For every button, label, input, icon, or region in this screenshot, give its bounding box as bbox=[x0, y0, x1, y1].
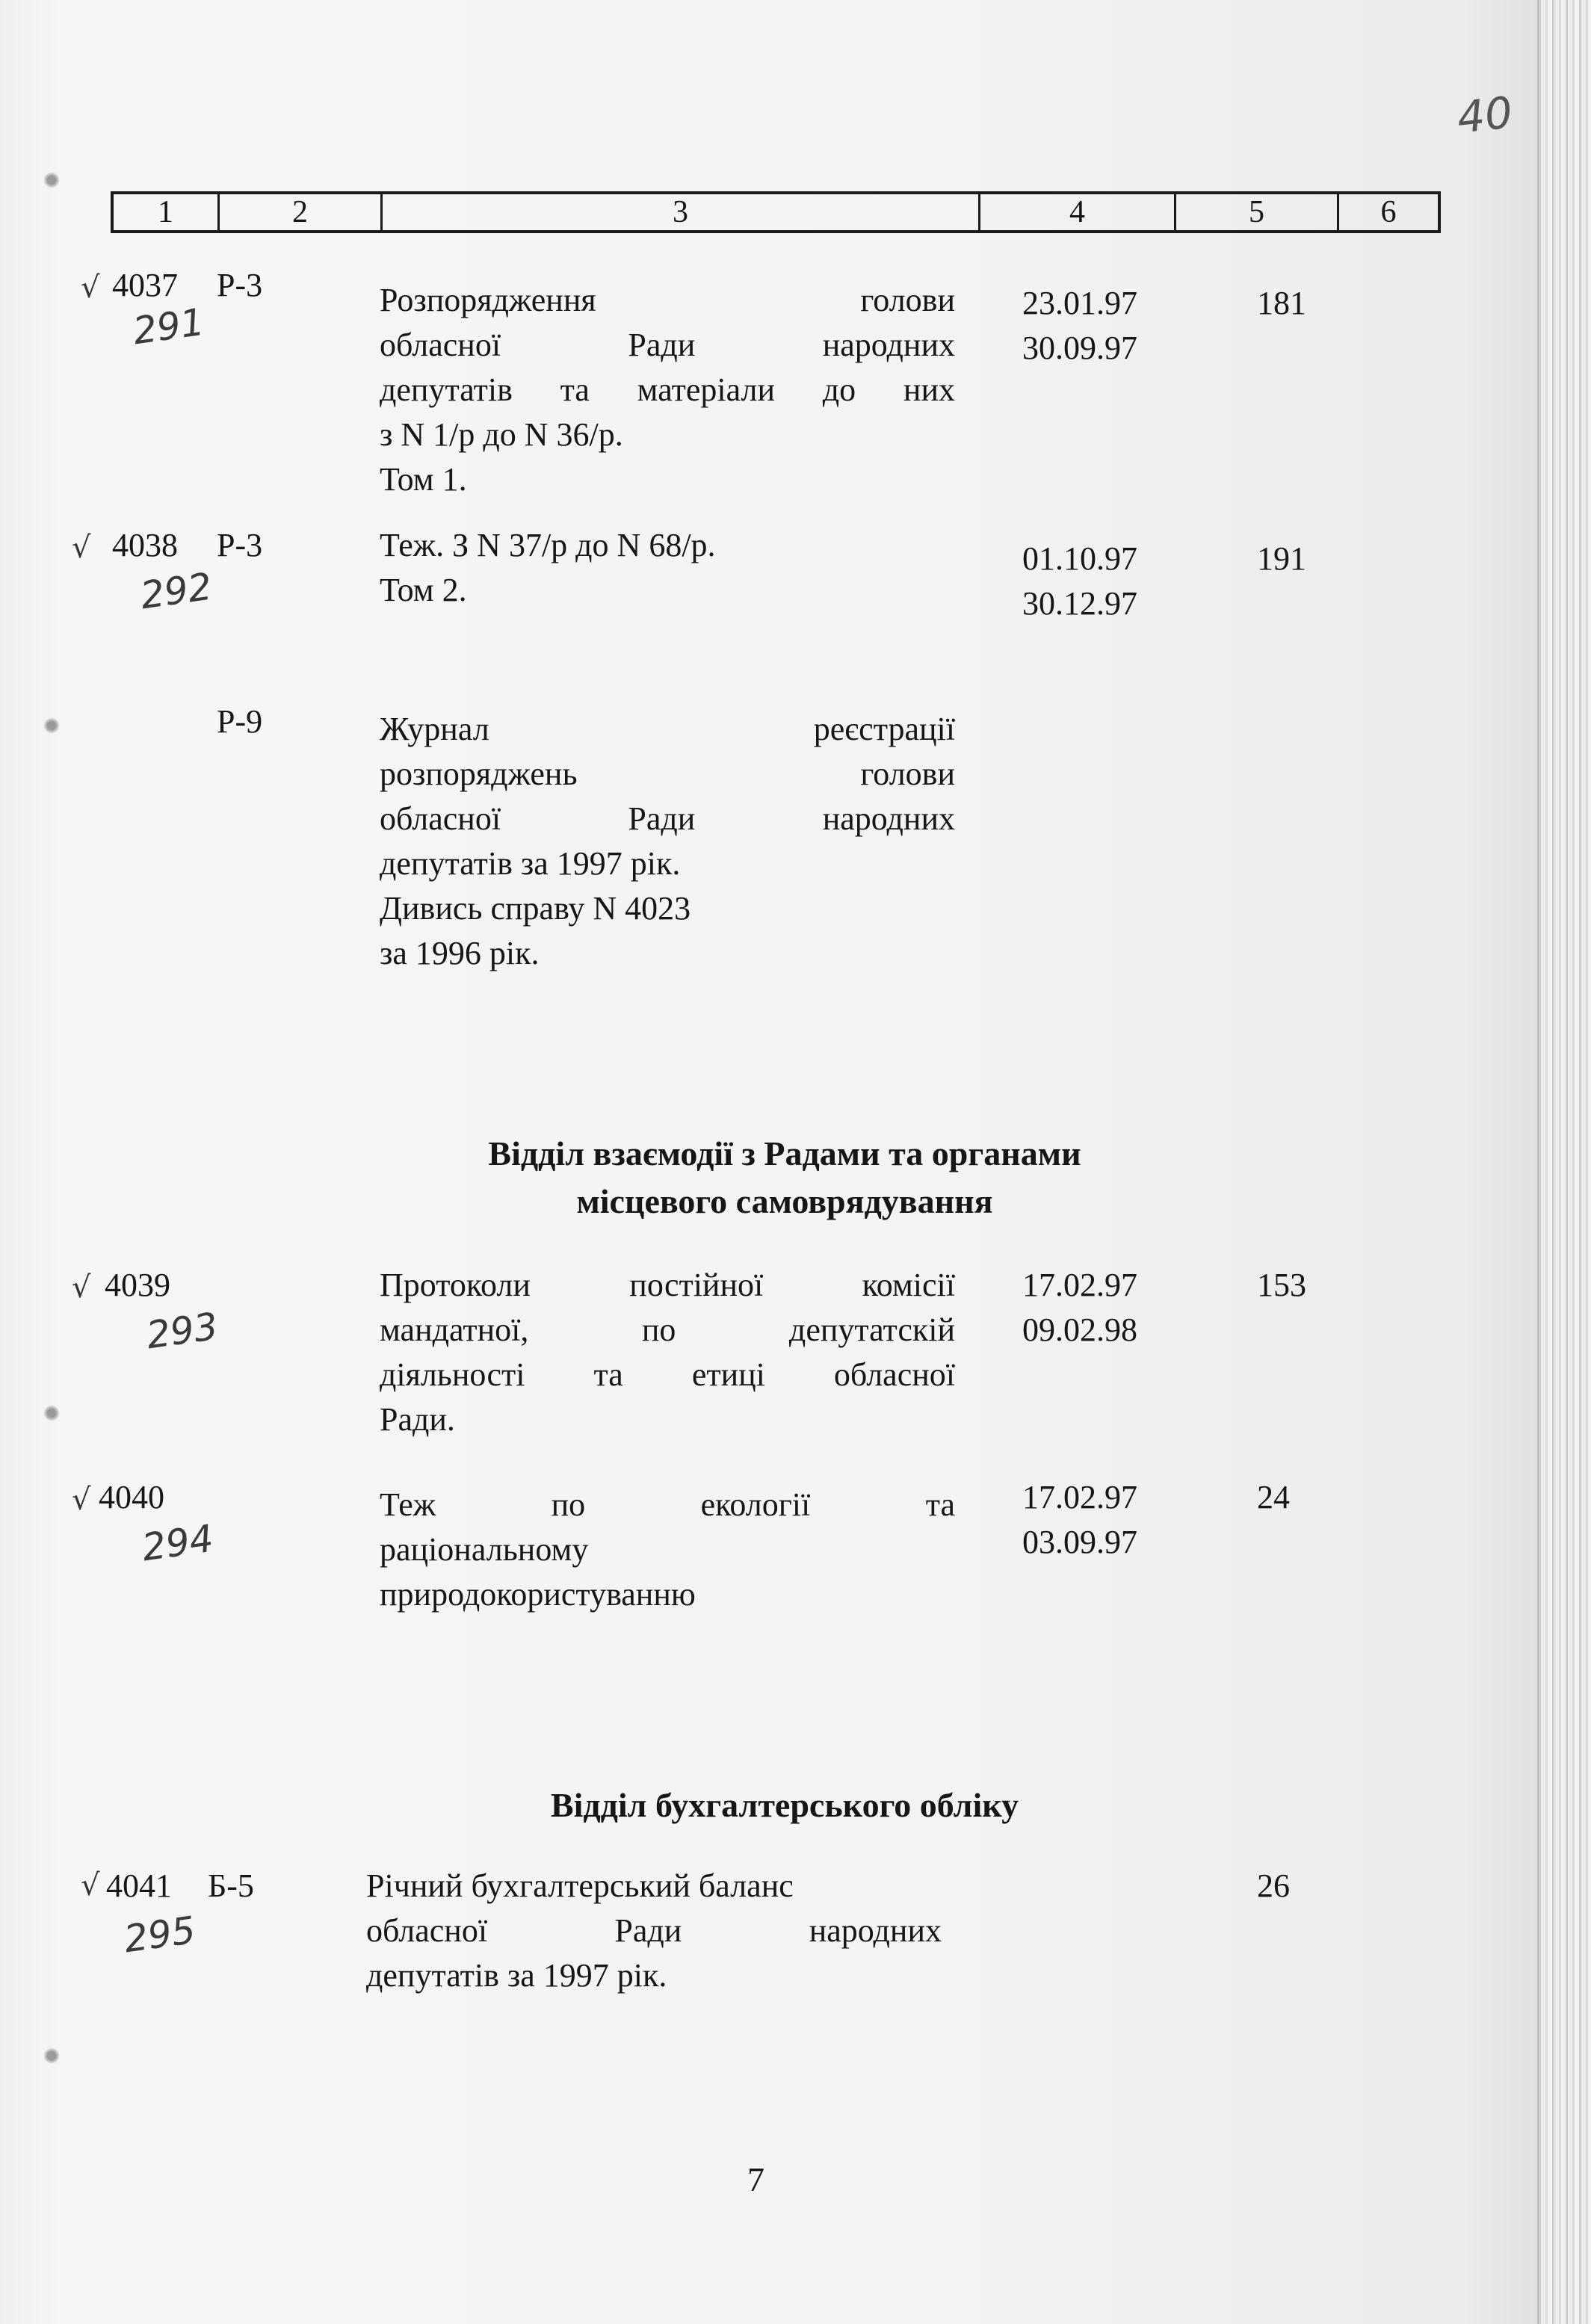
punch-hole bbox=[43, 1405, 60, 1421]
header-col-3: 3 bbox=[383, 194, 980, 230]
description-line: розпоряджень голови bbox=[380, 755, 955, 792]
case-number: 4038 bbox=[112, 527, 178, 563]
description-line: мандатної, по депутатскій bbox=[380, 1311, 955, 1348]
description-line: Теж по екології та bbox=[380, 1486, 955, 1523]
date-start: 17.02.97 bbox=[1022, 1479, 1137, 1515]
description-line: обласної Ради народних bbox=[380, 327, 955, 363]
description-line: депутатів за 1997 рік. bbox=[366, 1957, 667, 1994]
case-description bbox=[380, 523, 955, 613]
date-end: 03.09.97 bbox=[1022, 1524, 1137, 1560]
case-description bbox=[366, 1864, 942, 1998]
description-line: Том 2. bbox=[380, 572, 467, 608]
column-header-row bbox=[111, 191, 1441, 233]
check-mark-icon: √ bbox=[72, 1270, 91, 1305]
handwritten-number: 291 bbox=[130, 300, 208, 353]
date-start: 17.02.97 bbox=[1022, 1267, 1137, 1303]
header-col-5: 5 bbox=[1176, 194, 1339, 230]
header-col-6: 6 bbox=[1380, 195, 1397, 229]
section-heading-line: місцевого самоврядування bbox=[576, 1182, 993, 1220]
case-description bbox=[380, 707, 955, 976]
check-mark-icon: √ bbox=[72, 531, 91, 565]
section-heading-line: Відділ взаємодії з Радами та органами bbox=[488, 1134, 1081, 1172]
sheet-count: 24 bbox=[1257, 1479, 1290, 1515]
description-line: Дивись справу N 4023 bbox=[380, 890, 691, 927]
description-line: депутатів та матеріали до них bbox=[380, 371, 955, 408]
header-col-2: 2 bbox=[220, 194, 383, 230]
description-line: за 1996 рік. bbox=[380, 935, 540, 971]
description-line: природокористуванню bbox=[380, 1576, 696, 1613]
handwritten-number: 294 bbox=[139, 1516, 217, 1570]
case-dates bbox=[1022, 537, 1137, 626]
sheet-count: 181 bbox=[1257, 285, 1306, 321]
description-line: Ради. bbox=[380, 1401, 455, 1438]
description-line: Річний бухгалтерський баланс bbox=[366, 1867, 794, 1904]
description-line: Теж. З N 37/р до N 68/р. bbox=[380, 527, 716, 563]
case-dates bbox=[1022, 1475, 1137, 1565]
date-start: 23.01.97 bbox=[1022, 285, 1137, 321]
description-line: з N 1/р до N 36/р. bbox=[380, 416, 623, 453]
case-description bbox=[380, 278, 955, 502]
sheet-count: 26 bbox=[1257, 1867, 1290, 1904]
page-number: 7 bbox=[747, 2160, 764, 2198]
case-number: 4040 bbox=[99, 1479, 164, 1515]
handwritten-number: 295 bbox=[121, 1908, 199, 1962]
header-col-1: 1 bbox=[114, 194, 220, 230]
case-index: Р-9 bbox=[217, 703, 263, 740]
check-mark-icon: √ bbox=[81, 271, 100, 305]
case-index: Б-5 bbox=[208, 1867, 254, 1904]
description-line: діяльності та етиці обласної bbox=[380, 1356, 955, 1393]
handwritten-number: 293 bbox=[143, 1304, 221, 1358]
date-start: 01.10.97 bbox=[1022, 540, 1137, 577]
date-end: 09.02.98 bbox=[1022, 1311, 1137, 1348]
date-end: 30.12.97 bbox=[1022, 585, 1137, 622]
handwritten-number: 292 bbox=[138, 564, 215, 618]
punch-hole bbox=[43, 2048, 60, 2064]
punch-hole bbox=[43, 717, 60, 734]
date-end: 30.09.97 bbox=[1022, 330, 1137, 366]
folio-mark: 40 bbox=[1454, 87, 1516, 143]
case-number: 4041 bbox=[106, 1867, 172, 1904]
section-heading: Відділ бухгалтерського обліку bbox=[550, 1786, 1019, 1824]
description-line: обласної Ради народних bbox=[366, 1912, 942, 1949]
case-index: Р-3 bbox=[217, 267, 263, 303]
description-line: Журнал реєстрації bbox=[380, 711, 955, 747]
case-description bbox=[380, 1263, 955, 1442]
case-index: Р-3 bbox=[217, 527, 263, 563]
case-description bbox=[380, 1483, 955, 1617]
description-line: депутатів за 1997 рік. bbox=[380, 845, 681, 882]
description-line: Розпорядження голови bbox=[380, 282, 955, 318]
page-stack-edge bbox=[1537, 0, 1591, 2324]
description-line: раціональному bbox=[380, 1531, 589, 1568]
case-dates bbox=[1022, 281, 1137, 371]
case-dates bbox=[1022, 1263, 1137, 1353]
case-number: 4037 bbox=[112, 267, 178, 303]
description-line: Протоколи постійної комісії bbox=[380, 1267, 955, 1303]
description-line: обласної Ради народних bbox=[380, 800, 955, 837]
punch-hole bbox=[43, 172, 60, 188]
description-line: Том 1. bbox=[380, 461, 467, 498]
check-mark-icon: √ bbox=[81, 1868, 100, 1903]
check-mark-icon: √ bbox=[72, 1483, 91, 1517]
sheet-count: 153 bbox=[1257, 1267, 1306, 1303]
case-number: 4039 bbox=[105, 1267, 170, 1303]
header-col-4: 4 bbox=[980, 194, 1176, 230]
section-heading bbox=[224, 1130, 1345, 1226]
sheet-count: 191 bbox=[1257, 540, 1306, 577]
